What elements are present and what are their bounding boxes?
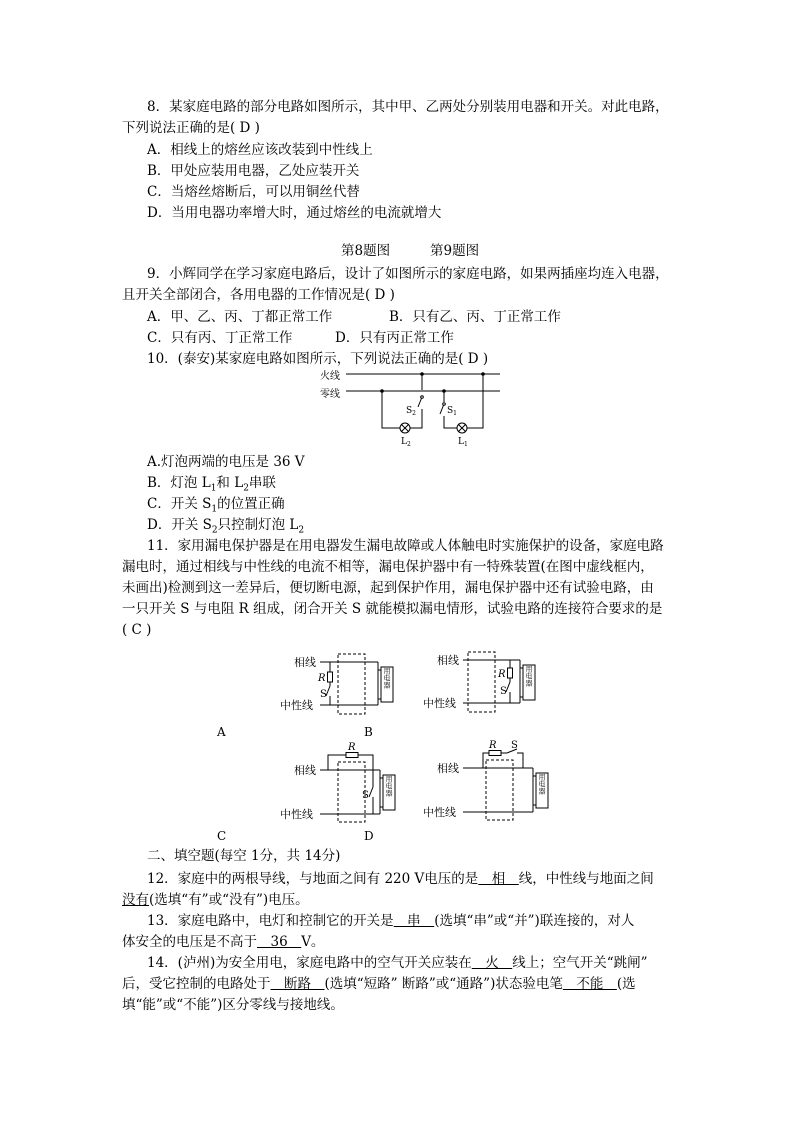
q10-fig-l1-label: $L_1$ (458, 437, 468, 448)
q14-answer-3: 不能 (562, 976, 617, 992)
q13-line2 (122, 932, 324, 952)
q13-answer-2: 36 (257, 934, 302, 950)
q14-l1-pre: 14．(泸州)为安全用电，家庭电路中的空气开关应装在 (147, 955, 472, 971)
q13-l1-pre: 13．家庭电路中，电灯和控制它的开关是 (147, 913, 394, 929)
q11-fig-r-label: R (348, 742, 356, 753)
q10-option-d-sub2: 2 (298, 525, 305, 536)
q11-dashed-box (486, 760, 513, 820)
q11-resistor-icon (489, 751, 501, 756)
q11-label-d: D (364, 829, 374, 843)
q13-l1-post: (选填“串”或“并”)联连接的，对人 (434, 913, 635, 929)
q12-line2 (122, 890, 309, 910)
q11-fig-phase-label: 相线 (294, 656, 316, 669)
q10-option-c-post: 的位置正确 (217, 496, 285, 512)
q12-answer-1: 相 (478, 871, 519, 887)
q11-figure-d (423, 740, 553, 820)
q11-label-a: A (217, 725, 226, 739)
q10-fig-live-label: 火线 (320, 371, 340, 382)
q11-dashed-box (338, 762, 365, 822)
q10-fig-l2-label: $L_2$ (401, 437, 411, 448)
q14-l2-post: (选 (616, 976, 636, 992)
q10-option-d-sub1: 2 (211, 525, 218, 536)
q11-resistor-icon (346, 753, 358, 758)
q9-option-b: B．只有乙、丙、丁正常工作 (389, 309, 561, 325)
q11-label-b: B (364, 725, 373, 739)
q11-fig-s-label: S (320, 689, 327, 700)
q8-option-a: A．相线上的熔丝应该改装到中性线上 (147, 142, 373, 158)
q11-fig-s-label: S (362, 790, 369, 801)
q11-fig-r-label: R (498, 669, 506, 680)
q11-fig-load-label: 用电器 (383, 667, 391, 689)
q10-switch-contact (443, 403, 446, 406)
q11-figure-b (280, 652, 400, 718)
q10-fig-s1-label: $S_1$ (447, 406, 457, 417)
q11-fig-r-label: R (318, 673, 326, 684)
q10-fig-neutral-label: 零线 (320, 389, 340, 400)
q11-fig-load-label: 用电器 (385, 775, 393, 797)
q10-fig-s2-label: $S_2$ (406, 406, 416, 417)
section-2-heading: 二、填空题(每空 1分，共 14分) (147, 848, 341, 864)
q10-option-b-sub1: 1 (210, 483, 217, 494)
q11-fig-neutral-label: 中性线 (423, 806, 456, 819)
q14-l1-post: 线上；空气开关“跳闸” (512, 955, 648, 971)
q12-answer-2: 没有 (122, 892, 149, 908)
q8-option-c: C．当熔丝熔断后，可以用铜丝代替 (147, 184, 360, 200)
q9-stem-line1: 9．小辉同学在学习家庭电路后，设计了如图所示的家庭电路，如果两插座均连入电器， (147, 266, 669, 282)
q11-test-circuit (517, 753, 523, 768)
q8-stem-line1: 8．某家庭电路的部分电路如图所示，其中甲、乙两处分别装用电器和开关。对此电路， (147, 99, 669, 115)
q14-line2 (122, 974, 636, 994)
q11-line3: 未画出)检测到这一差异后，便切断电源，起到保护作用，漏电保护器中还有试验电路，由 (122, 580, 654, 596)
q11-line2: 漏电时，通过相线与中性线的电流不相等，漏电保护器中有一特殊装置(在图中虚线框内， (122, 559, 654, 575)
q12-l1-pre: 12．家庭中的两根导线，与地面之间有 220 V电压的是 (147, 871, 479, 887)
q14-line1 (147, 953, 648, 973)
q13-answer-1: 串 (393, 913, 435, 929)
q11-resistor-icon (508, 668, 513, 678)
q11-line5: ( C ) (122, 622, 152, 638)
q12-l1-post: 线，中性线与地面之间 (518, 871, 654, 887)
figure-caption-8: 第8题图 (341, 243, 391, 259)
q13-l2-post: V。 (301, 934, 325, 950)
q11-fig-load-label: 用电器 (525, 665, 533, 687)
q8-stem-line2: 下列说法正确的是( D ) (122, 120, 260, 136)
figure-caption-9: 第9题图 (430, 243, 480, 259)
q10-switch-contact (421, 396, 424, 399)
q11-fig-neutral-label: 中性线 (423, 697, 456, 710)
q11-figure-c (280, 742, 400, 822)
q11-fig-neutral-label: 中性线 (280, 699, 313, 712)
q11-fig-phase-label: 相线 (294, 764, 316, 777)
q10-branch-right-bottom (444, 416, 457, 428)
q10-option-b-pre: B．灯泡 L (147, 475, 211, 491)
q11-fig-phase-label: 相线 (437, 654, 459, 667)
q10-stem: 10．(泰安)某家庭电路如图所示，下列说法正确的是( D ) (147, 351, 489, 367)
q11-switch-icon (369, 787, 373, 797)
q10-option-d-mid: 只控制灯泡 L (217, 517, 299, 533)
q10-option-a: A.灯泡两端的电压是 36 V (147, 454, 305, 470)
q10-option-b-post: 串联 (248, 475, 276, 491)
q10-option-b-mid: 和 L (216, 475, 244, 491)
q11-fig-s-label: S (500, 686, 507, 697)
q14-l2-mid: (选填“短路” 断路”或“通路”)状态验电笔 (324, 976, 563, 992)
q10-branch-left-return (382, 391, 400, 428)
q11-line1: 11．家用漏电保护器是在用电器发生漏电故障或人体触电时实施保护的设备，家庭电路 (147, 538, 664, 554)
q10-circuit-diagram (318, 366, 518, 446)
q11-resistor-icon (328, 672, 333, 682)
q11-label-c: C (217, 829, 227, 843)
q13-l2-pre: 体安全的电压是不高于 (122, 934, 257, 950)
q10-option-c-sub: 1 (211, 504, 218, 515)
q11-figure-top-right (423, 650, 543, 716)
q11-fig-neutral-label: 中性线 (280, 808, 313, 821)
q8-option-d: D．当用电器功率增大时，通过熔丝的电流就增大 (147, 205, 442, 221)
q11-fig-r-label: R (489, 740, 497, 751)
q8-option-b: B．甲处应装用电器，乙处应装开关 (147, 163, 360, 179)
q11-fig-s-label: S (511, 740, 518, 751)
q10-option-c-pre: C．开关 S (147, 496, 212, 512)
q11-line4: 一只开关 S 与电阻 R 组成，闭合开关 S 就能模拟漏电情形，试验电路的连接符合要求的是 (122, 601, 663, 617)
q11-fig-phase-label: 相线 (437, 762, 459, 775)
q9-option-a: A．甲、乙、丙、丁都正常工作 (147, 309, 333, 325)
q10-branch-right-return (467, 374, 483, 428)
q14-answer-1: 火 (471, 955, 513, 971)
q14-line3: 填“能”或“不能”)区分零线与接地线。 (122, 997, 344, 1013)
q9-option-d: D．只有丙正常工作 (335, 330, 454, 346)
q12-line1 (147, 869, 654, 889)
q10-option-d-pre: D．开关 S (147, 517, 212, 533)
q9-stem-line2: 且开关全部闭合，各用电器的工作情况是( D ) (122, 287, 395, 303)
q10-option-b-sub2: 2 (243, 483, 249, 494)
q14-answer-2: 断路 (270, 976, 325, 992)
q13-line1 (147, 911, 634, 931)
q9-option-c: C．只有丙、丁正常工作 (147, 330, 293, 346)
q14-l2-pre: 后，受它控制的电路处于 (122, 976, 271, 992)
q12-l2-post: (选填“有”或“没有”)电压。 (149, 892, 309, 908)
q11-fig-load-label: 用电器 (538, 773, 546, 795)
